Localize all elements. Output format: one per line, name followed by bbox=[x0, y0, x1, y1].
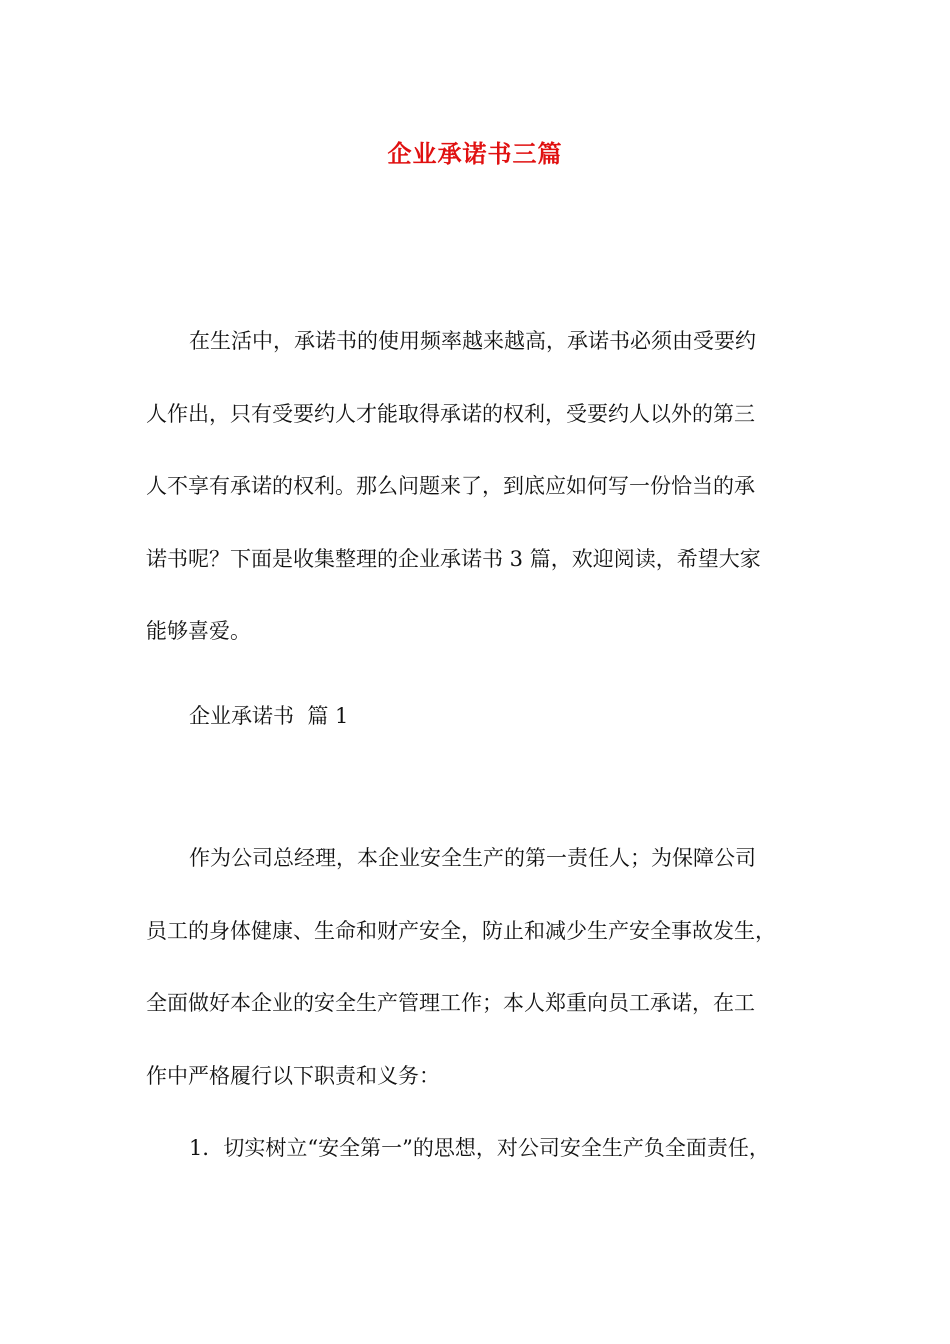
body-paragraph bbox=[146, 822, 826, 1112]
list-item-text: 1．切实树立“安全第一”的思想，对公司安全生产负全面责任， bbox=[189, 1136, 770, 1160]
intro-line: 在生活中，承诺书的使用频率越来越高，承诺书必须由受要约 bbox=[189, 329, 756, 353]
intro-line: 能够喜爱。 bbox=[146, 619, 251, 643]
intro-paragraph bbox=[146, 305, 826, 668]
body-line: 作为公司总经理，本企业安全生产的第一责任人；为保障公司 bbox=[189, 846, 756, 870]
body-line: 全面做好本企业的安全生产管理工作；本人郑重向员工承诺，在工 bbox=[146, 991, 755, 1015]
list-item bbox=[146, 1112, 826, 1185]
document-title: 企业承诺书三篇 bbox=[387, 139, 563, 168]
section-heading-text: 企业承诺书 篇 1 bbox=[189, 704, 349, 728]
intro-line: 诺书呢？下面是收集整理的企业承诺书 3 篇，欢迎阅读，希望大家 bbox=[146, 546, 761, 571]
intro-line: 人不享有承诺的权利。那么问题来了，到底应如何写一份恰当的承 bbox=[146, 474, 755, 498]
body-line: 作中严格履行以下职责和义务： bbox=[146, 1063, 440, 1088]
intro-line: 人作出，只有受要约人才能取得承诺的权利，受要约人以外的第三 bbox=[146, 401, 755, 426]
section-heading bbox=[146, 680, 826, 753]
body-line: 员工的身体健康、生命和财产安全，防止和减少生产安全事故发生， bbox=[146, 918, 776, 943]
